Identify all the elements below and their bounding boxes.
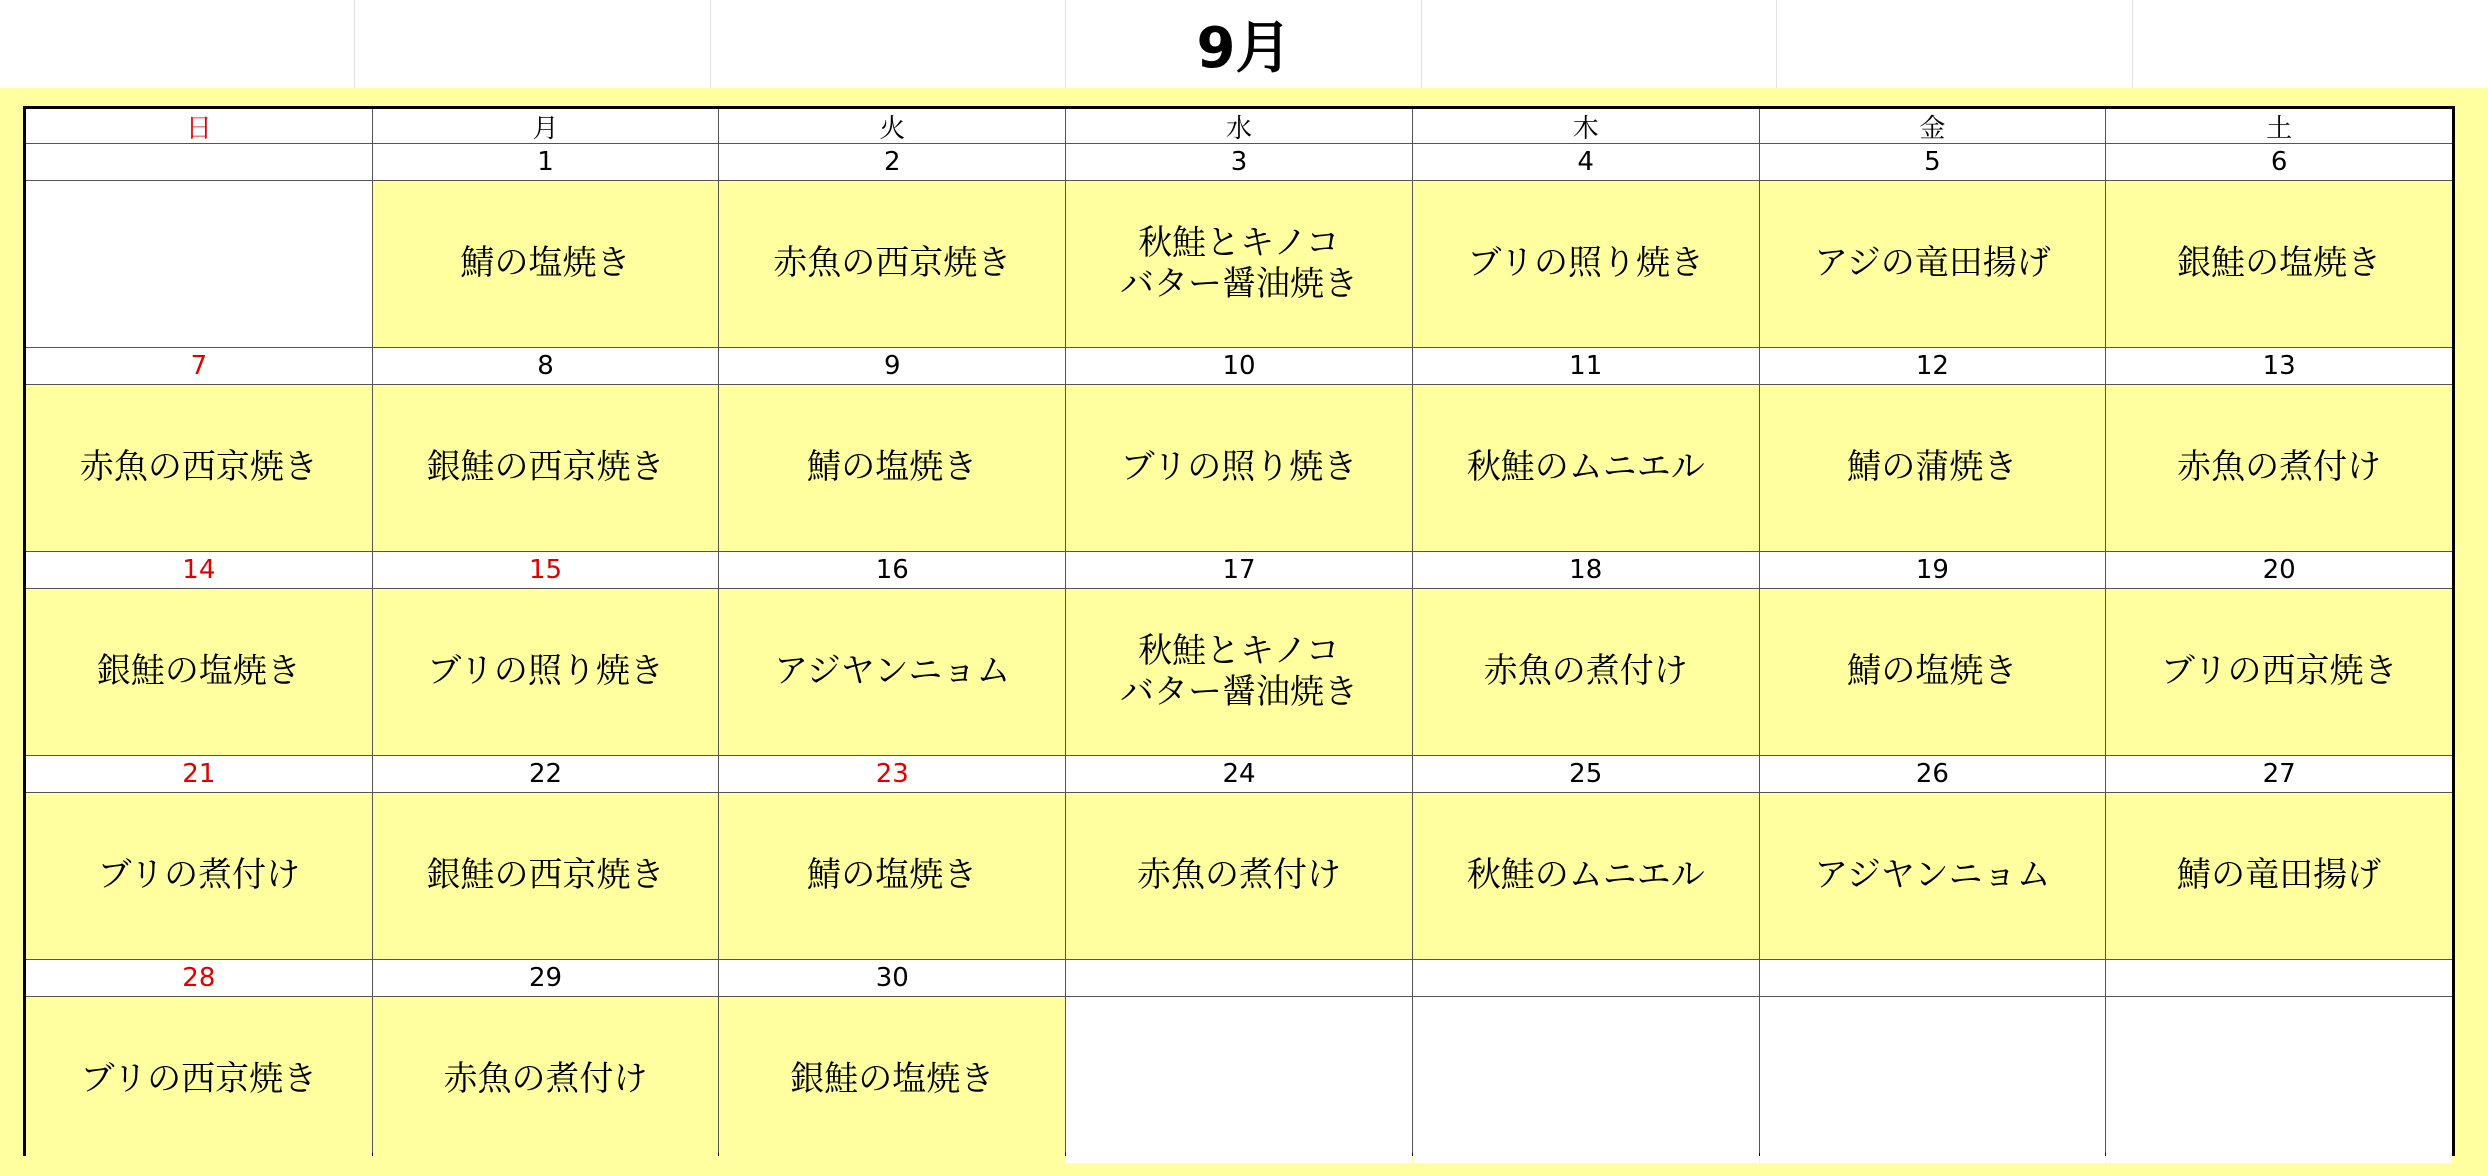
day-number: 9	[719, 348, 1065, 384]
menu-cell-empty	[2106, 997, 2452, 1163]
weekday-fri: 金	[1760, 109, 2106, 143]
day-number: 26	[1760, 756, 2106, 792]
day-number: 1	[373, 144, 719, 180]
weekday-mon: 月	[373, 109, 719, 143]
menu-cell: 鯖の蒲焼き	[1760, 385, 2106, 551]
day-number-empty	[1413, 960, 1759, 996]
day-number: 2	[719, 144, 1065, 180]
day-number-empty	[2106, 960, 2452, 996]
day-number: 16	[719, 552, 1065, 588]
calendar-grid	[23, 106, 2455, 1156]
day-number-empty	[1760, 960, 2106, 996]
menu-cell: アジの竜田揚げ	[1760, 181, 2106, 347]
day-number: 11	[1413, 348, 1759, 384]
menu-cell: 銀鮭の西京焼き	[373, 793, 719, 959]
menu-cell-empty	[26, 181, 372, 347]
menu-cell: ブリの西京焼き	[26, 997, 372, 1163]
menu-cell: 銀鮭の西京焼き	[373, 385, 719, 551]
day-number: 21	[26, 756, 372, 792]
day-number: 13	[2106, 348, 2452, 384]
day-number: 28	[26, 960, 372, 996]
menu-cell: ブリの照り焼き	[1413, 181, 1759, 347]
day-number	[26, 144, 372, 180]
weekday-sat: 土	[2106, 109, 2452, 143]
day-number: 24	[1066, 756, 1412, 792]
day-number: 19	[1760, 552, 2106, 588]
menu-cell: 赤魚の煮付け	[2106, 385, 2452, 551]
menu-cell: 秋鮭とキノコ バター醤油焼き	[1066, 589, 1412, 755]
weekday-tue: 火	[719, 109, 1065, 143]
day-number: 7	[26, 348, 372, 384]
day-number: 5	[1760, 144, 2106, 180]
weekday-sun: 日	[26, 109, 372, 143]
day-number: 29	[373, 960, 719, 996]
menu-cell: 鯖の塩焼き	[373, 181, 719, 347]
day-number: 30	[719, 960, 1065, 996]
day-number: 27	[2106, 756, 2452, 792]
menu-cell: 銀鮭の塩焼き	[2106, 181, 2452, 347]
weekday-thu: 木	[1413, 109, 1759, 143]
day-number: 25	[1413, 756, 1759, 792]
day-number: 20	[2106, 552, 2452, 588]
day-number: 6	[2106, 144, 2452, 180]
menu-cell: 鯖の塩焼き	[719, 793, 1065, 959]
weekday-wed: 水	[1066, 109, 1412, 143]
day-number: 17	[1066, 552, 1412, 588]
menu-cell: ブリの照り焼き	[373, 589, 719, 755]
menu-cell: 鯖の竜田揚げ	[2106, 793, 2452, 959]
menu-cell: 秋鮭とキノコ バター醤油焼き	[1066, 181, 1412, 347]
menu-cell: ブリの煮付け	[26, 793, 372, 959]
menu-cell: 銀鮭の塩焼き	[719, 997, 1065, 1163]
menu-cell: 赤魚の煮付け	[373, 997, 719, 1163]
day-number: 10	[1066, 348, 1412, 384]
day-number-holiday: 23	[719, 756, 1065, 792]
menu-cell-empty	[1066, 997, 1412, 1163]
day-number-empty	[1066, 960, 1412, 996]
menu-cell: 赤魚の煮付け	[1066, 793, 1412, 959]
day-number: 18	[1413, 552, 1759, 588]
day-number: 4	[1413, 144, 1759, 180]
menu-cell: ブリの西京焼き	[2106, 589, 2452, 755]
menu-cell: 鯖の塩焼き	[1760, 589, 2106, 755]
month-title: 9月	[1196, 16, 1292, 81]
day-number: 3	[1066, 144, 1412, 180]
day-number: 12	[1760, 348, 2106, 384]
menu-cell: 秋鮭のムニエル	[1413, 793, 1759, 959]
menu-cell: 赤魚の西京焼き	[26, 385, 372, 551]
menu-cell: アジヤンニョム	[719, 589, 1065, 755]
menu-cell-empty	[1413, 997, 1759, 1163]
day-number: 8	[373, 348, 719, 384]
menu-cell: 赤魚の煮付け	[1413, 589, 1759, 755]
menu-cell: ブリの照り焼き	[1066, 385, 1412, 551]
day-number-holiday: 15	[373, 552, 719, 588]
menu-cell: 銀鮭の塩焼き	[26, 589, 372, 755]
menu-cell: 赤魚の西京焼き	[719, 181, 1065, 347]
day-number: 22	[373, 756, 719, 792]
menu-cell: 秋鮭のムニエル	[1413, 385, 1759, 551]
menu-cell-empty	[1760, 997, 2106, 1163]
day-number: 14	[26, 552, 372, 588]
menu-cell: アジヤンニョム	[1760, 793, 2106, 959]
menu-cell: 鯖の塩焼き	[719, 385, 1065, 551]
